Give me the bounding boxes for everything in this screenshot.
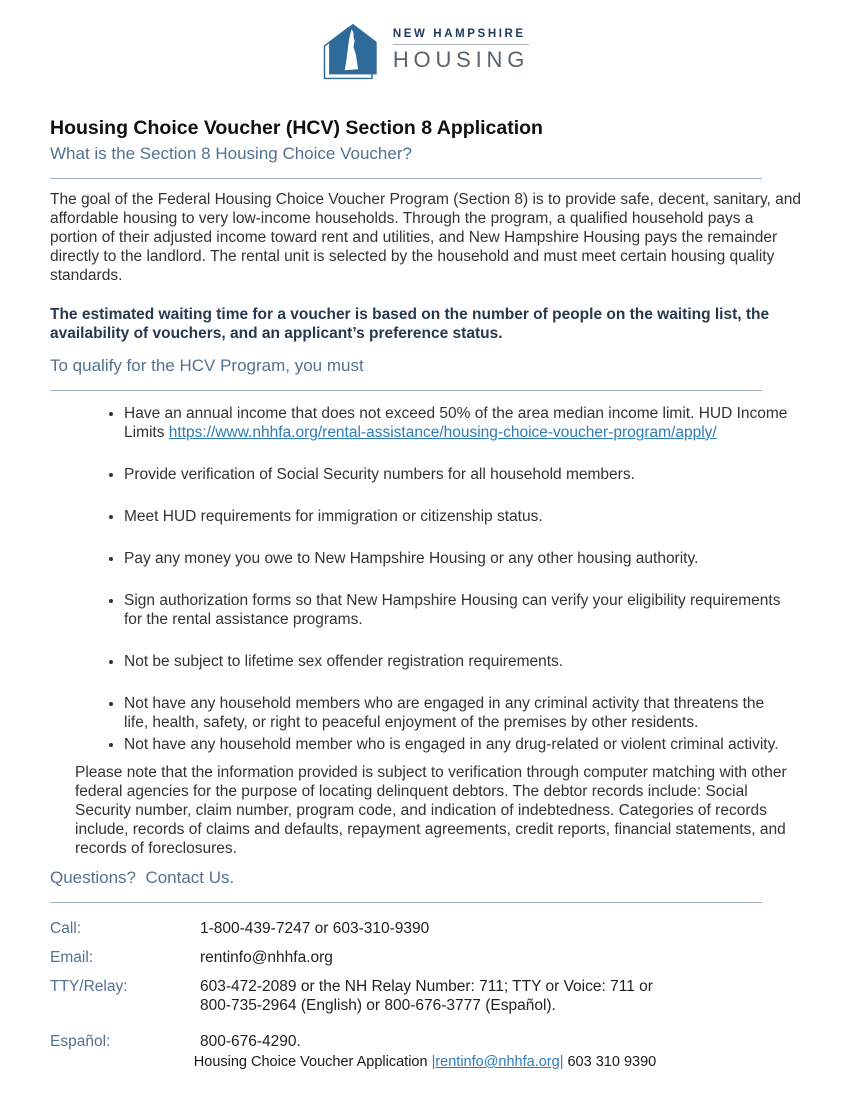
- list-item: • Not have any household member who is engaged in any drug-related or violent criminal activity.: [124, 735, 792, 754]
- contact-label: TTY/Relay:: [50, 978, 128, 995]
- logo-wordmark: [393, 28, 529, 73]
- list-item: • Sign authorization forms so that New Hampshire Housing can verify your eligibility requirements for the rental assistance programs.: [124, 591, 792, 629]
- qualify-bullet-list: [102, 404, 792, 754]
- contact-row-tty: [50, 977, 800, 1015]
- list-item: • Not be subject to lifetime sex offender registration requirements.: [124, 652, 792, 671]
- contact-value: 800-676-4290.: [200, 1033, 301, 1050]
- contact-label: Email:: [50, 949, 94, 966]
- footer-suffix: 603 310 9390: [563, 1054, 657, 1070]
- contact-row-espanol: [50, 1032, 800, 1051]
- verification-note: Please note that the information provided is subject to verification through computer matching with other federal agencies for the purpose of locating delinquent debtors. The debtor records include: Social Security number, claim number, program code, and indication of indebtedness. Categories of records include, records of claims and defaults, repayment agreements, credit reports, financial statements, and records of foreclosures.: [75, 764, 787, 857]
- divider: [50, 178, 762, 179]
- bullet-text: Have an annual income that does not exceed 50% of the area median income limit. HUD Income Limits: [124, 405, 788, 441]
- contact-value: rentinfo@nhhfa.org: [200, 949, 333, 966]
- tty-line1: 603-472-2089 or the NH Relay Number: 711; TTY or Voice: 711 or: [200, 978, 653, 995]
- contact-value: 1-800-439-7247 or 603-310-9390: [200, 920, 430, 937]
- nh-housing-logo: [50, 10, 800, 90]
- contact-row-email: [50, 948, 800, 967]
- contact-rows: [50, 919, 800, 1051]
- contact-label: Español:: [50, 1033, 111, 1050]
- page-footer: [0, 1054, 850, 1070]
- contact-row-call: [50, 919, 800, 938]
- footer-email-link[interactable]: |rentinfo@nhhfa.org|: [431, 1054, 564, 1070]
- waiting-time-note: The estimated waiting time for a voucher is based on the number of people on the waiting list, the availability of vouchers, and an applicant’s preference status.: [50, 306, 770, 342]
- list-item: • Pay any money you owe to New Hampshire Housing or any other housing authority.: [124, 549, 792, 568]
- list-item: • Meet HUD requirements for immigration or citizenship status.: [124, 507, 792, 526]
- divider: [50, 902, 762, 903]
- list-item: • Not have any household members who are engaged in any criminal activity that threatens the life, health, safety, or right to peaceful enjoyment of the premises by other residents.: [124, 694, 792, 732]
- contact-label: Call:: [50, 920, 82, 937]
- house-icon: [321, 12, 379, 88]
- list-item: • Provide verification of Social Security numbers for all household members.: [124, 465, 792, 484]
- logo-org-line1: NEW HAMPSHIRE: [393, 28, 529, 45]
- intro-paragraph: The goal of the Federal Housing Choice Voucher Program (Section 8) is to provide safe, decent, sanitary, and affordable housing to very low-income households. Through the program, a qualified household pays a portion of their adjusted income toward rent and utilities, and New Hampshire Housing pays the remainder directly to the landlord. The rental unit is selected by the household and must meet certain housing quality standards.: [50, 191, 802, 284]
- hud-income-limits-link[interactable]: https://www.nhhfa.org/rental-assistance/housing-choice-voucher-program/apply/: [168, 424, 717, 441]
- qualify-heading: To qualify for the HCV Program, you must: [50, 356, 364, 375]
- page-title: Housing Choice Voucher (HCV) Section 8 Application: [50, 117, 543, 139]
- tty-line2: 800-735-2964 (English) or 800-676-3777 (Español).: [200, 997, 556, 1014]
- list-item: [124, 404, 792, 442]
- divider: [50, 390, 762, 391]
- footer-prefix: Housing Choice Voucher Application: [193, 1054, 432, 1070]
- contact-heading: Questions? Contact Us.: [50, 868, 235, 887]
- contact-value: [200, 977, 653, 1015]
- page-subtitle: What is the Section 8 Housing Choice Voucher?: [50, 144, 412, 163]
- logo-org-line2: HOUSING: [392, 46, 530, 72]
